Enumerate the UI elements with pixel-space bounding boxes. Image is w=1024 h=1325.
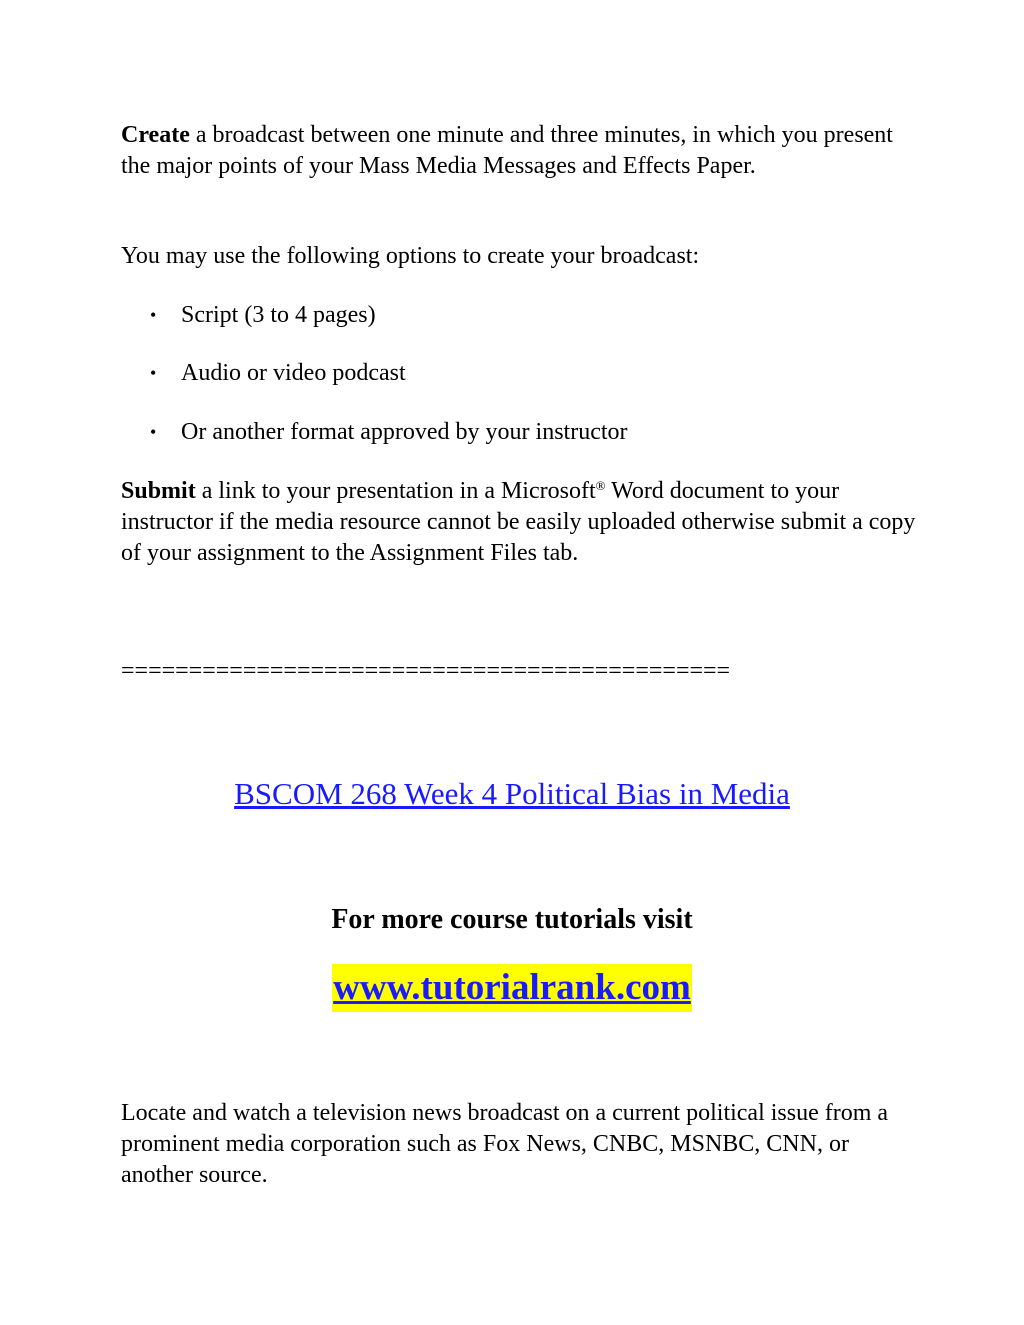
submit-paragraph	[121, 476, 921, 569]
course-link[interactable]: BSCOM 268 Week 4 Political Bias in Media	[234, 776, 790, 811]
more-tutorials-heading: For more course tutorials visit	[331, 904, 693, 935]
list-item-text: Script (3 to 4 pages)	[181, 302, 376, 328]
closing-paragraph: Locate and watch a television news broadcast on a current political issue from a prominent media corporation such as Fox News, CNBC, MSNBC, CNN, or another source.	[121, 1100, 889, 1188]
bullet-icon: •	[150, 363, 157, 383]
list-item-text: Or another format approved by your instructor	[181, 419, 628, 445]
intro-paragraph	[121, 120, 921, 182]
list-item-text: Audio or video podcast	[181, 360, 406, 386]
intro-text: a broadcast between one minute and three minutes, in which you present the major points of your Mass Media Messages and Effects Paper.	[121, 122, 893, 179]
site-link[interactable]: www.tutorialrank.com	[332, 964, 692, 1012]
options-intro: You may use the following options to create your broadcast:	[121, 243, 700, 269]
submit-lead: Submit	[121, 478, 196, 504]
registered-mark: ®	[595, 478, 606, 493]
bullet-icon: •	[150, 305, 157, 325]
site-link-wrapper	[0, 964, 1024, 1012]
submit-text-before: a link to your presentation in a Microsoft	[195, 478, 596, 504]
bullet-icon: •	[150, 422, 157, 442]
submit-text-after: Word document to your instructor if the media resource cannot be easily uploaded otherwise submit a copy of your assignment to the Assignment Files tab.	[121, 478, 916, 566]
intro-lead: Create	[121, 122, 190, 148]
separator-line: =============================================	[121, 658, 731, 684]
